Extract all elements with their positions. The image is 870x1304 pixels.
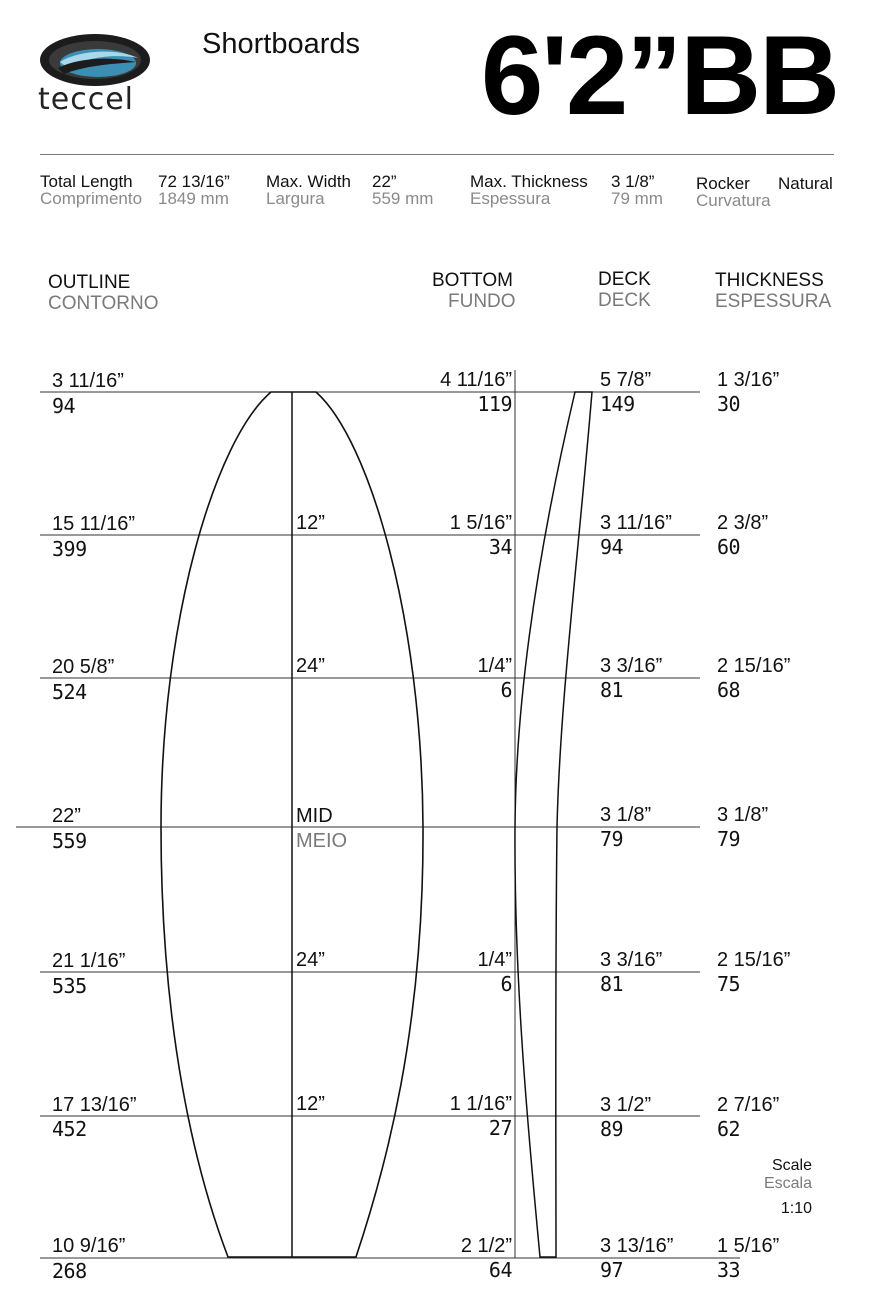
spec-label-pt: Espessura [470, 189, 551, 208]
rocker-profile [515, 392, 592, 1257]
scale-label-pt: Escala [763, 1175, 812, 1192]
outline-inches: 3 11/16” [52, 370, 124, 392]
deck-mm: 149 [600, 392, 635, 416]
bottom-inches: 4 11/16” [440, 369, 512, 391]
outline-mm: 268 [52, 1259, 87, 1283]
spec-label: Max. Width [266, 172, 352, 191]
thickness-mm: 33 [717, 1258, 741, 1282]
scale-value: 1:10 [780, 1200, 812, 1217]
station-position: 24” [296, 655, 325, 677]
bottom-mm: 34 [488, 535, 512, 559]
outline-inches: 21 1/16” [52, 950, 126, 972]
outline-mm: 535 [52, 974, 87, 998]
spec-value: 72 13/16” [158, 172, 230, 191]
outline-inches: 10 9/16” [52, 1235, 126, 1257]
bottom-inches: 1 5/16” [449, 512, 512, 534]
spec-value-mm: 1849 mm [158, 189, 229, 208]
thickness-mm: 30 [717, 392, 741, 416]
category-title: Shortboards [202, 28, 360, 60]
thickness-mm: 75 [717, 972, 741, 996]
deck-inches: 3 1/2” [600, 1094, 652, 1116]
thickness-inches: 2 15/16” [717, 655, 791, 677]
outline-inches: 20 5/8” [52, 656, 115, 678]
outline-inches: 15 11/16” [52, 513, 136, 535]
deck-inches: 5 7/8” [600, 369, 652, 391]
thickness-mm: 60 [717, 535, 741, 559]
outline-mm: 452 [52, 1117, 87, 1141]
bottom-mm: 6 [500, 972, 512, 996]
outline-mm: 524 [52, 680, 87, 704]
deck-inches: 3 3/16” [600, 949, 663, 971]
column-label-pt: ESPESSURA [715, 291, 832, 312]
deck-inches: 3 3/16” [600, 655, 663, 677]
station-position: 12” [296, 512, 325, 534]
deck-inches: 3 11/16” [600, 512, 672, 534]
station-position: 24” [296, 949, 325, 971]
deck-mm: 79 [600, 827, 624, 851]
station-position: MID [296, 805, 333, 827]
thickness-mm: 62 [717, 1117, 741, 1141]
thickness-mm: 79 [717, 827, 741, 851]
deck-mm: 81 [600, 678, 624, 702]
outline-inches: 17 13/16” [52, 1094, 137, 1116]
thickness-inches: 1 5/16” [717, 1235, 780, 1257]
bottom-mm: 119 [477, 392, 512, 416]
spec-value-mm: 559 mm [372, 189, 434, 208]
thickness-mm: 68 [717, 678, 741, 702]
deck-inches: 3 13/16” [600, 1235, 674, 1257]
thickness-inches: 2 15/16” [717, 949, 791, 971]
bottom-inches: 1/4” [477, 949, 512, 971]
spec-value: 22” [372, 172, 397, 191]
column-label: BOTTOM [432, 270, 513, 291]
thickness-inches: 3 1/8” [717, 804, 769, 826]
outline-mm: 94 [52, 394, 76, 418]
spec-label-pt: Curvatura [696, 191, 771, 210]
bottom-inches: 2 1/2” [460, 1235, 512, 1257]
thickness-inches: 2 3/8” [717, 512, 769, 534]
thickness-inches: 1 3/16” [717, 369, 780, 391]
bottom-mm: 64 [488, 1258, 512, 1282]
bottom-inches: 1 1/16” [449, 1093, 512, 1115]
bottom-mm: 6 [500, 678, 512, 702]
deck-mm: 97 [600, 1258, 624, 1282]
spec-label: Max. Thickness [470, 172, 588, 191]
column-label: DECK [598, 269, 651, 290]
column-label-pt: FUNDO [448, 291, 516, 312]
column-label: THICKNESS [715, 270, 824, 291]
station-position: 12” [296, 1093, 325, 1115]
bottom-inches: 1/4” [477, 655, 512, 677]
column-label-pt: DECK [598, 290, 651, 311]
scale-label: Scale [771, 1157, 812, 1174]
spec-value: 3 1/8” [611, 172, 655, 191]
deck-mm: 94 [600, 535, 624, 559]
column-label: OUTLINE [48, 272, 131, 293]
spec-value: Natural [778, 174, 833, 193]
column-label-pt: CONTORNO [48, 293, 159, 314]
station-position-pt: MEIO [296, 830, 348, 852]
brand-name: teccel [38, 82, 134, 117]
spec-value-mm: 79 mm [611, 189, 663, 208]
deck-inches: 3 1/8” [600, 804, 652, 826]
spec-label: Total Length [40, 172, 133, 191]
thickness-inches: 2 7/16” [717, 1094, 780, 1116]
spec-label-pt: Largura [266, 189, 325, 208]
outline-mm: 399 [52, 537, 87, 561]
model-title: 6'2”BB [481, 13, 838, 138]
outline-mm: 559 [52, 829, 87, 853]
bottom-mm: 27 [488, 1116, 512, 1140]
spec-label-pt: Comprimento [40, 189, 143, 208]
spec-label: Rocker [696, 174, 750, 193]
deck-mm: 89 [600, 1117, 624, 1141]
deck-mm: 81 [600, 972, 624, 996]
outline-inches: 22” [52, 805, 81, 827]
